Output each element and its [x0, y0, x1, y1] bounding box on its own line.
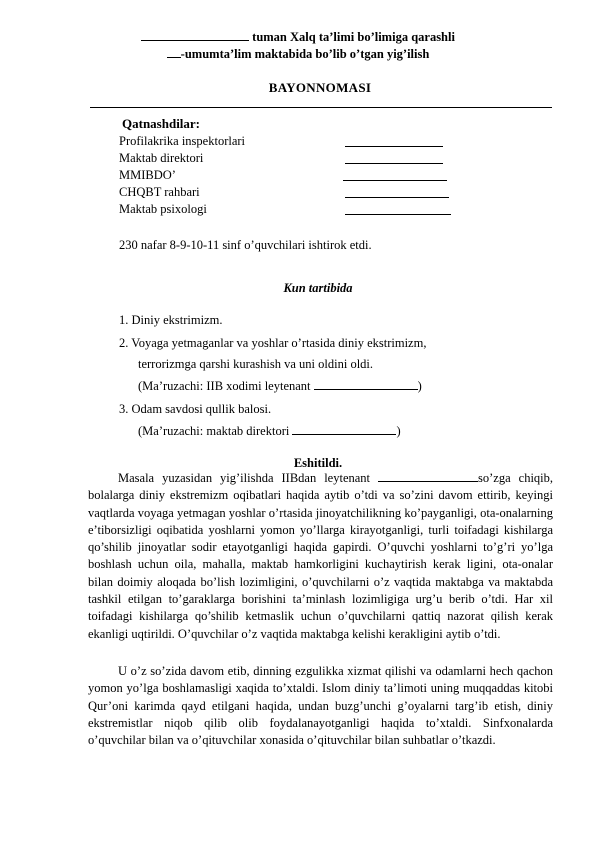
agenda-item-2-speaker — [138, 379, 422, 394]
close-paren: ) — [396, 424, 401, 438]
participant-row — [119, 151, 459, 167]
agenda-item-3: 3. Odam savdosi qullik balosi. — [119, 402, 272, 416]
header-text-2: -umumta’lim maktabida bo’lib o’tgan yig’ilish — [180, 47, 430, 61]
participant-row — [119, 185, 459, 201]
close-paren: ) — [417, 379, 422, 393]
participants-heading: Qatnashdilar: — [122, 116, 201, 131]
participant-role: Maktab direktori — [119, 151, 204, 165]
speaker-label: (Ma’ruzachi: maktab direktori — [138, 424, 290, 438]
header-line-1 — [0, 30, 596, 45]
attendance-text: 230 nafar 8-9-10-11 sinf o’quvchilari ishtirok etdi. — [119, 238, 372, 252]
document-title: BAYONNOMASI — [268, 80, 372, 95]
name-blank — [345, 214, 451, 215]
participant-role: Maktab psixologi — [119, 202, 207, 216]
school-number-blank — [167, 47, 181, 58]
header-text-1: tuman Xalq ta’limi bo’limiga qarashli — [252, 30, 455, 44]
agenda-item-3-speaker — [138, 424, 401, 439]
para1-start: Masala yuzasidan yig’ilishda IIBdan leytenant — [118, 471, 371, 485]
name-blank — [345, 163, 443, 164]
heard-paragraph-1 — [88, 470, 553, 643]
divider-line — [90, 107, 552, 108]
header-line-2 — [0, 47, 596, 62]
para1-rest: so’zga chiqib, bolalarga diniy ekstremizm oqibatlari haqida aytib o’tdi va so’zini davom ettirib, keyingi vaqtlarda voyaga yetmagan yoshlar o’rtasida jinoyatchilikning ko’payganligi, ota-onalarning e’tiborsizligi oqibatida yoshlarni yomon yo’llarga kirayotganligi, turli toifadagi kishilarga qo’shilib jinoyatlar sodir etayotganligi haqida gapirdi. O’quvchi yoshlarni to’g’ri yo’lga boshlash uchun oila, mahalla, maktab hamkorligini kuchaytirish kerak ligini, ota-onalar bilan doimiy aloqada bo’lish lozimligini, o’quvchilarni o’z vaqtida maktabga va maktabda tashkil etilgan to’garaklarga borishini ta’minlash lozimligiga urg’u berib o’tdi. Har xil toifadagi kishilarga qo’shilib ketmaslik uchun o’quvchilarni qattiq nazorat qilish kerak ekanligi uqtirildi. O’quvchilar o’z vaqtida maktabga kelishi kerakligini aytib o’tdi. — [88, 471, 554, 641]
agenda-heading: Kun tartibida — [283, 281, 353, 295]
name-blank — [345, 197, 449, 198]
agenda-item-2-cont: terrorizmga qarshi kurashish va uni oldini oldi. — [138, 357, 374, 371]
name-blank — [343, 180, 447, 181]
agenda-item-1: 1. Diniy ekstrimizm. — [119, 313, 223, 327]
heard-heading: Eshitildi. — [293, 456, 343, 470]
officer-name-blank — [378, 471, 478, 482]
speaker-name-blank — [314, 379, 418, 390]
participant-role: MMIBDO’ — [119, 168, 176, 182]
participant-row — [119, 202, 459, 218]
district-blank — [141, 30, 249, 41]
speaker-label: (Ma’ruzachi: IIB xodimi leytenant — [138, 379, 311, 393]
participant-role: CHQBT rahbari — [119, 185, 200, 199]
participant-role: Profilakrika inspektorlari — [119, 134, 246, 148]
heard-paragraph-2: U o’z so’zida davom etib, dinning ezgulikka xizmat qilishi va odamlarni hech qachon yomon yo’lga boshlamasligi xaqida to’xtaldi. Islom diniy ta’limoti uning muqqaddas kitobi Qur’oni karimda qayd etilgani haqida, undan buzg’unchi g’oyalarni targ’ib etish, diniy ekstremistlar niqob qilib olib foydalanayotganligi haqida to’xtaldi. Sinfxonalarda o’quvchilar bilan va o’qituvchilar xonasida o’qituvchilar bilan suhbatlar o’tkazdi. — [88, 664, 553, 748]
participant-row — [119, 134, 459, 150]
participant-row — [119, 168, 459, 184]
name-blank — [345, 146, 443, 147]
speaker-name-blank — [292, 424, 396, 435]
agenda-item-2: 2. Voyaga yetmaganlar va yoshlar o’rtasida diniy ekstrimizm, — [119, 336, 427, 350]
